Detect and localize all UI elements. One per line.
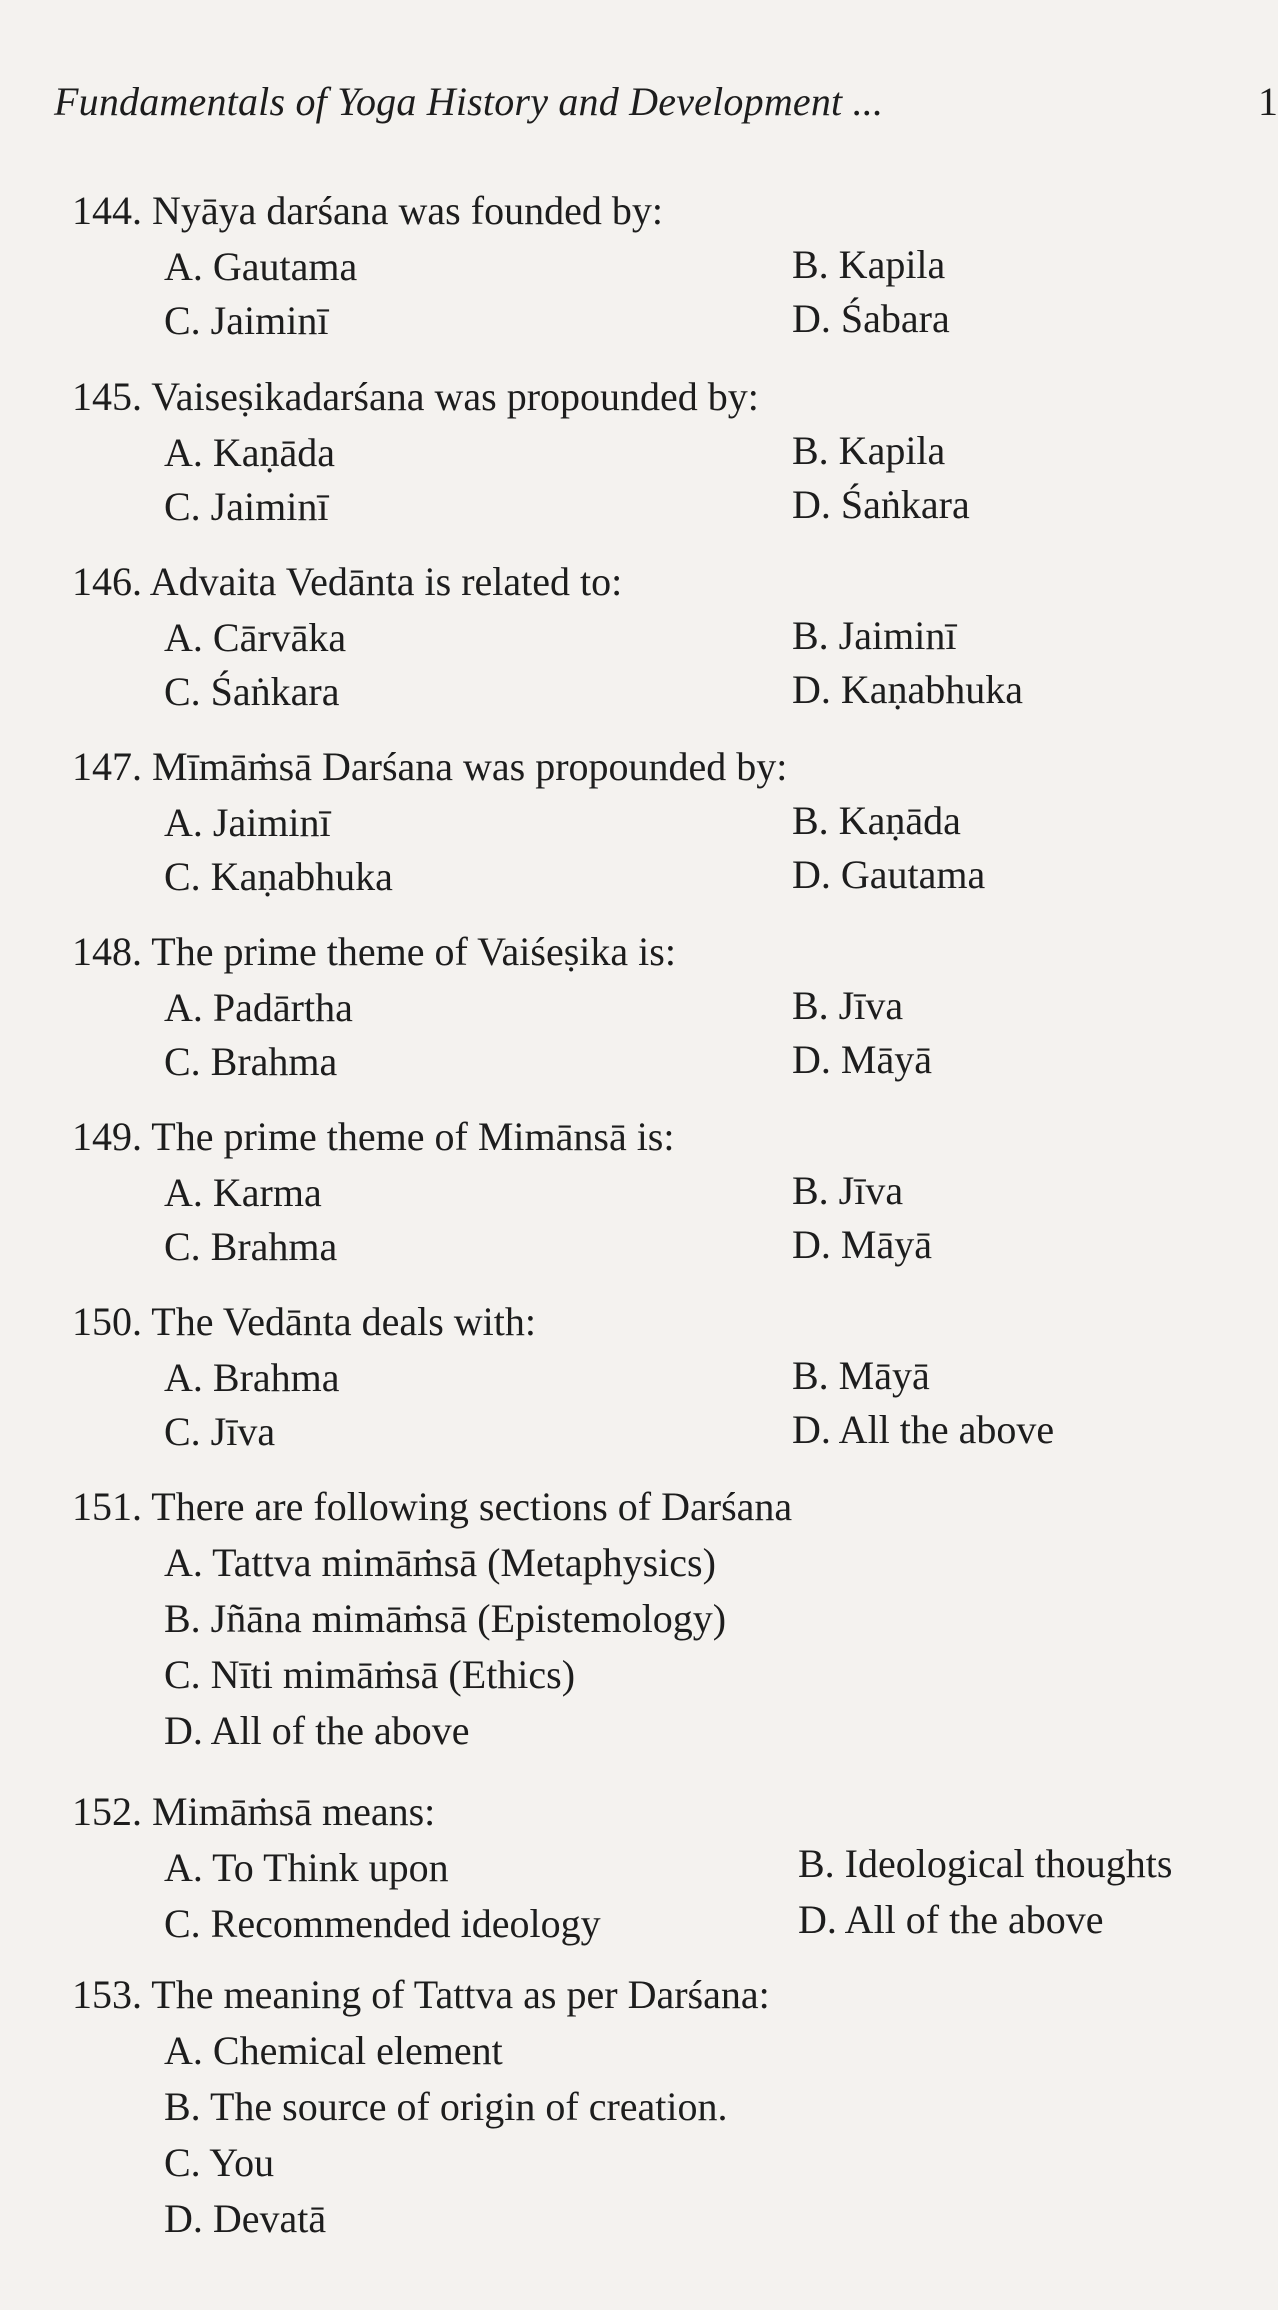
option-d: D. Gautama xyxy=(792,852,986,897)
question-150 xyxy=(72,1295,1252,1454)
page-number: 1 xyxy=(1258,79,1278,124)
option-b: B. Jñāna mimāṁsā (Epistemology) xyxy=(164,1596,727,1641)
option-a: A. Kaṇāda xyxy=(164,430,336,475)
option-a: A. To Think upon xyxy=(164,1845,449,1890)
option-c: C. Recommended ideology xyxy=(164,1901,601,1946)
question-stem xyxy=(72,1295,1252,1349)
option-b: B. Kapila xyxy=(792,428,946,473)
question-stem xyxy=(72,184,1252,238)
option-c: C. Brahma xyxy=(164,1224,338,1269)
option-d: D. Śabara xyxy=(792,296,950,341)
question-text: Mīmāṁsā Darśana was propounded by: xyxy=(152,744,788,789)
option-a: A. Padārtha xyxy=(164,985,353,1030)
option-b: B. Ideological thoughts xyxy=(798,1841,1173,1886)
question-number: 144. xyxy=(72,188,142,233)
question-stem xyxy=(72,925,1252,979)
option-d: D. All the above xyxy=(792,1407,1055,1452)
option-a: A. Gautama xyxy=(164,244,358,289)
question-number: 152. xyxy=(72,1789,142,1834)
option-b: B. Jīva xyxy=(792,983,904,1028)
question-stem xyxy=(72,1110,1252,1164)
question-stem xyxy=(72,740,1252,794)
question-text: Mimāṁsā means: xyxy=(152,1789,436,1834)
option-a: A. Cārvāka xyxy=(164,615,347,660)
option-b: B. Māyā xyxy=(792,1353,930,1398)
question-number: 147. xyxy=(72,744,142,789)
question-number: 150. xyxy=(72,1299,142,1344)
question-number: 149. xyxy=(72,1114,142,1159)
option-d: D. Devatā xyxy=(164,2196,327,2241)
question-stem xyxy=(72,1785,1252,1839)
question-146 xyxy=(72,555,1252,714)
option-d: D. All of the above xyxy=(164,1708,470,1753)
question-text: There are following sections of Darśana xyxy=(151,1484,793,1529)
option-c: C. Kaṇabhuka xyxy=(164,854,393,899)
question-text: Vaiseṣikadarśana was propounded by: xyxy=(151,374,759,419)
question-number: 153. xyxy=(72,1972,142,2017)
option-b: B. Kaṇāda xyxy=(792,798,961,843)
question-147 xyxy=(72,740,1252,899)
question-144 xyxy=(72,184,1252,343)
question-text: The Vedānta deals with: xyxy=(151,1299,536,1344)
option-a: A. Jaiminī xyxy=(164,800,331,845)
option-d: D. Māyā xyxy=(792,1037,932,1082)
question-148 xyxy=(72,925,1252,1084)
running-title: Fundamentals of Yoga History and Development ... xyxy=(54,79,884,124)
question-text: The meaning of Tattva as per Darśana: xyxy=(151,1972,770,2017)
question-stem xyxy=(72,370,1252,424)
option-a: A. Chemical element xyxy=(164,2028,503,2073)
option-b: B. Jaiminī xyxy=(792,613,957,658)
question-text: The prime theme of Mimānsā is: xyxy=(151,1114,675,1159)
option-c: C. You xyxy=(164,2140,275,2185)
option-d: D. All of the above xyxy=(798,1897,1104,1942)
question-152 xyxy=(72,1785,1252,1946)
question-153 xyxy=(72,1968,1252,2241)
option-c: C. Nīti mimāṁsā (Ethics) xyxy=(164,1652,576,1697)
option-d: D. Māyā xyxy=(792,1222,932,1267)
question-145 xyxy=(72,370,1252,529)
question-text: Nyāya darśana was founded by: xyxy=(152,188,663,233)
option-c: C. Jaiminī xyxy=(164,298,329,343)
option-a: A. Tattva mimāṁsā (Metaphysics) xyxy=(164,1540,716,1585)
option-b: B. The source of origin of creation. xyxy=(164,2084,728,2129)
option-a: A. Karma xyxy=(164,1170,322,1215)
question-number: 146. xyxy=(72,559,142,604)
question-text: The prime theme of Vaiśeṣika is: xyxy=(151,929,676,974)
question-151 xyxy=(72,1480,1252,1753)
question-number: 145. xyxy=(72,374,142,419)
option-c: C. Jaiminī xyxy=(164,484,329,529)
option-b: B. Kapila xyxy=(792,242,946,287)
option-a: A. Brahma xyxy=(164,1355,340,1400)
question-text: Advaita Vedānta is related to: xyxy=(149,559,623,604)
option-c: C. Śaṅkara xyxy=(164,669,340,714)
option-c: C. Brahma xyxy=(164,1039,338,1084)
question-stem xyxy=(72,555,1252,609)
option-d: D. Kaṇabhuka xyxy=(792,667,1024,712)
option-b: B. Jīva xyxy=(792,1168,904,1213)
question-149 xyxy=(72,1110,1252,1269)
question-number: 148. xyxy=(72,929,142,974)
option-c: C. Jīva xyxy=(164,1409,276,1454)
question-stem xyxy=(72,1968,1252,2022)
option-d: D. Śaṅkara xyxy=(792,482,970,527)
question-stem xyxy=(72,1480,1252,1534)
question-number: 151. xyxy=(72,1484,142,1529)
